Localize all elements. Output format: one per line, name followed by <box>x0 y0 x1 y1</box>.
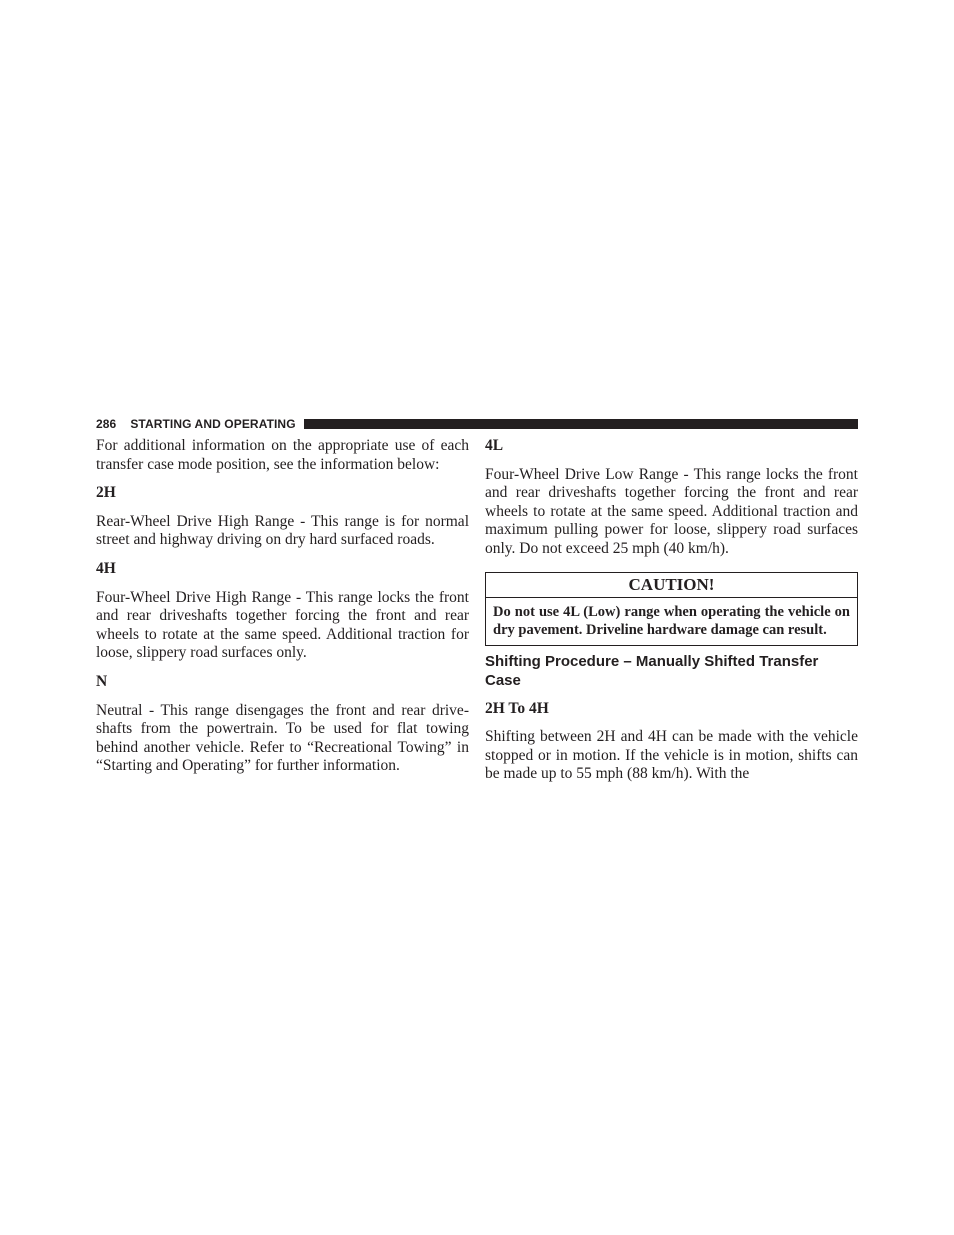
caution-text: Do not use 4L (Low) range when operating the vehicle on dry pavement. Driveline hardware damage can result. <box>493 603 850 638</box>
section-title: STARTING AND OPERATING <box>130 417 296 431</box>
page-header <box>96 415 858 433</box>
mode-2h-heading: 2H <box>96 484 116 502</box>
page-number: 286 <box>96 417 117 431</box>
mode-n-heading: N <box>96 672 108 690</box>
mode-2h-paragraph: Rear-Wheel Drive High Range - This range is for normal street and highway driving on dry hard surfaced roads. <box>96 512 469 549</box>
mode-4l-paragraph: Four-Wheel Drive Low Range - This range locks the front and rear driveshafts together forcing the front and rear wheels to rotate at the same speed. Additional traction and maximum pulling power for loose, slippery road surfaces only. Do not exceed 25 mph (40 km/h). <box>485 465 858 557</box>
intro-paragraph: For additional information on the appropriate use of each transfer case mode position, see the information below: <box>96 437 469 473</box>
left-column <box>96 437 469 776</box>
procedure-heading: Shifting Procedure – Manually Shifted Transfer Case <box>485 652 819 689</box>
header-rule <box>304 419 858 429</box>
right-column <box>485 437 858 784</box>
mode-4h-paragraph: Four-Wheel Drive High Range - This range locks the front and rear driveshafts together forcing the front and rear wheels to rotate at the same speed. Additional traction for loose, slippery road surfaces only. <box>96 588 469 662</box>
caution-box <box>485 572 858 646</box>
mode-4l-heading: 4L <box>485 437 504 454</box>
caution-title: CAUTION! <box>486 573 857 598</box>
subsection-paragraph: Shifting between 2H and 4H can be made with the vehicle stopped or in motion. If the vehicle is in motion, shifts can be made up to 55 mph (88 km/h). With the <box>485 728 858 783</box>
subsection-heading: 2H To 4H <box>485 699 549 717</box>
mode-4h-heading: 4H <box>96 559 116 577</box>
mode-n-paragraph: Neutral - This range disengages the front and rear driveshafts from the powertrain. To be used for flat towing behind another vehicle. Refer to “Recreational Towing” in “Starting and Operating” for further information. <box>96 701 469 775</box>
